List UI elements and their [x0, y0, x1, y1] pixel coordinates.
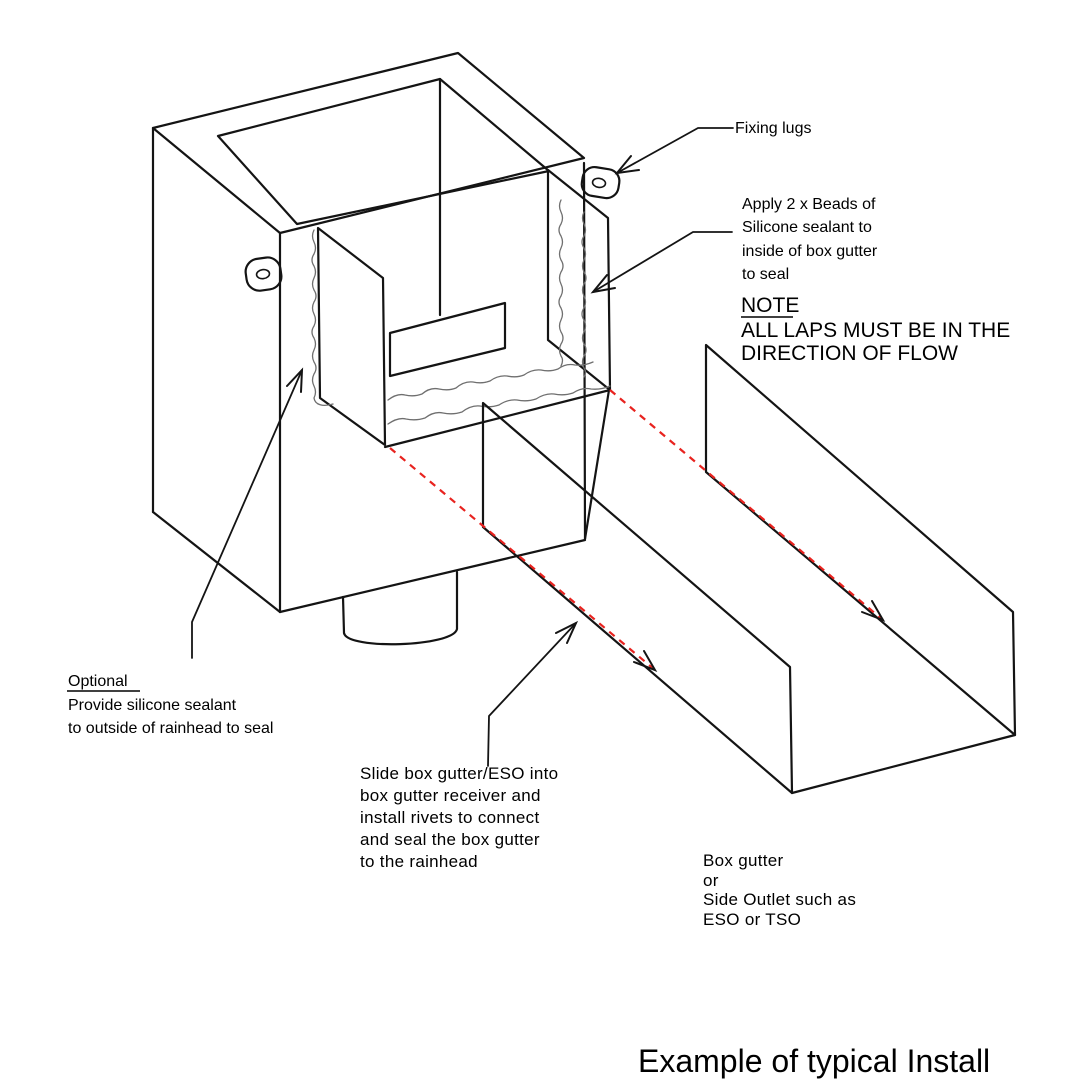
page-title: Example of typical Install [638, 1043, 991, 1079]
annotations [67, 120, 1010, 1079]
box-gutter-label-line-1: Box gutter [703, 851, 784, 870]
direction-of-flow [390, 390, 883, 670]
apply-beads-line-1: Apply 2 x Beads of [742, 196, 876, 213]
slide-line-4: and seal the box gutter [360, 830, 540, 849]
apply-beads-arrowhead [593, 275, 615, 292]
box-gutter [483, 345, 1015, 793]
fixing-lug-right-tab [580, 165, 621, 199]
receiver-sleeve-right-wall [548, 170, 610, 390]
note-line-1: ALL LAPS MUST BE IN THE [741, 319, 1011, 342]
box-gutter-floor-end-edge [792, 735, 1015, 793]
box-gutter-front-wall [483, 403, 792, 793]
optional-leader [192, 370, 302, 658]
receiver-floor-front-edge [385, 390, 610, 447]
optional-heading: Optional [68, 673, 128, 690]
box-gutter-label-line-3: Side Outlet such as [703, 890, 857, 909]
flow-line-front [390, 448, 655, 670]
fixing-lugs-label: Fixing lugs [735, 120, 812, 137]
fixing-lug-right [580, 165, 621, 199]
rainhead-base-right-edge [585, 390, 609, 539]
apply-beads-line-2: Silicone sealant to [742, 219, 872, 236]
rainhead-rim-outer [153, 53, 584, 233]
slide-line-2: box gutter receiver and [360, 786, 541, 805]
receiver-end-baffle [390, 303, 505, 376]
rainhead-right-corner-edge [584, 163, 585, 539]
box-gutter-back-wall [706, 345, 1015, 735]
fixing-lug-left [244, 256, 283, 293]
fixing-lug-right-hole [592, 177, 606, 188]
slide-line-5: to the rainhead [360, 852, 478, 871]
apply-beads-leader [593, 232, 732, 292]
slide-line-1: Slide box gutter/ESO into [360, 764, 559, 783]
sealant-bead-right-vertical-1 [559, 200, 563, 366]
box-gutter-label-line-2: or [703, 871, 719, 890]
leader-arrows [192, 128, 733, 766]
apply-beads-line-3: inside of box gutter [742, 243, 878, 260]
note-heading: NOTE [741, 294, 800, 317]
rainhead [153, 53, 621, 644]
slide-leader [488, 623, 576, 766]
fixing-lugs-leader [617, 128, 733, 173]
fixing-lug-left-tab [244, 256, 283, 293]
optional-line-2: to outside of rainhead to seal [68, 720, 274, 737]
receiver-left-wall [318, 228, 385, 445]
box-gutter-label-line-4: ESO or TSO [703, 910, 802, 929]
fixing-lugs-arrowhead [617, 156, 639, 173]
flow-line-back [610, 390, 883, 620]
rainhead-bottom-left-edge [153, 512, 280, 612]
sealant-bead-left-vertical [312, 230, 333, 405]
note-line-2: DIRECTION OF FLOW [741, 342, 958, 365]
silicone-sealant-beads [312, 200, 610, 424]
optional-line-1: Provide silicone sealant [68, 697, 237, 714]
apply-beads-line-4: to seal [742, 266, 790, 283]
slide-line-3: install rivets to connect [360, 808, 540, 827]
fixing-lug-left-hole [256, 269, 270, 280]
